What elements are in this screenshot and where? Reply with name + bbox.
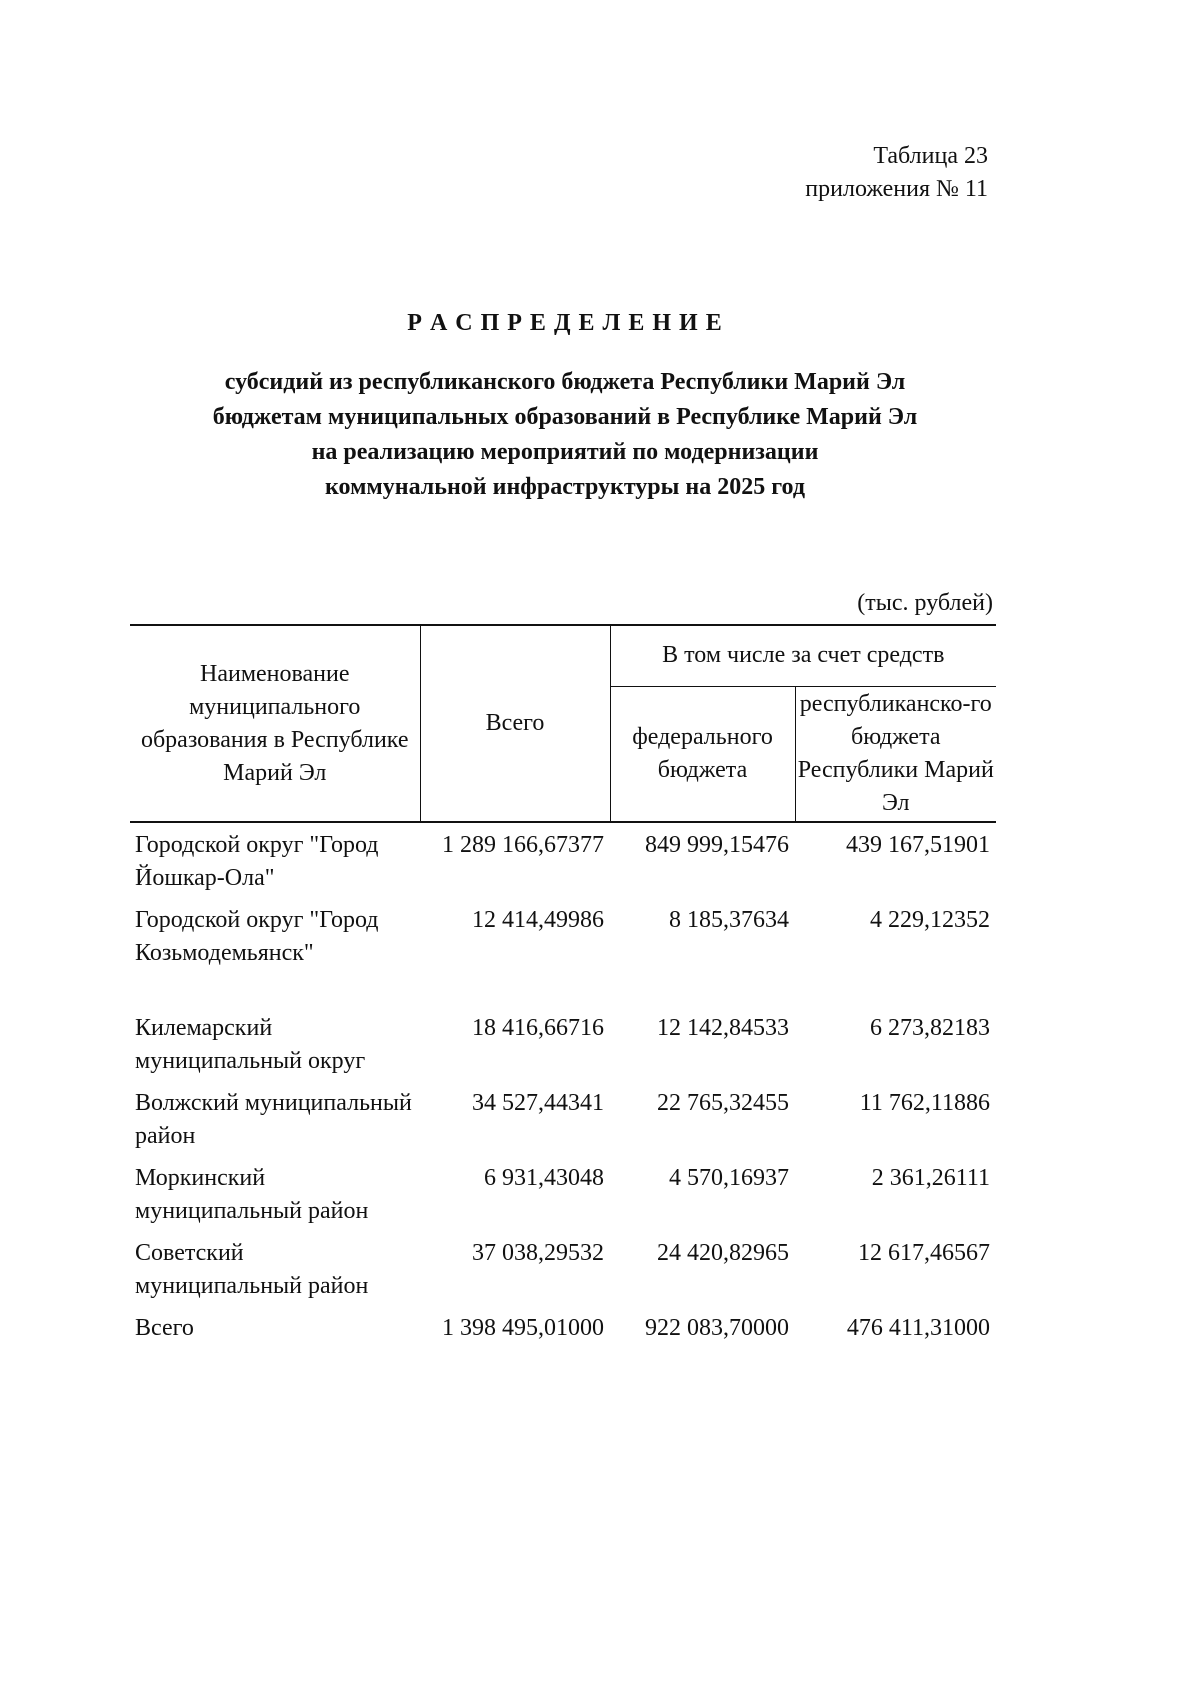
- header-federal: федерального бюджета: [610, 686, 795, 822]
- cell-federal: 24 420,82965: [657, 1240, 789, 1266]
- cell-total: 37 038,29532: [472, 1240, 604, 1266]
- header-total: Всего: [420, 625, 610, 822]
- cell-republic: 6 273,82183: [870, 1015, 991, 1041]
- cell-total: 34 527,44341: [472, 1090, 604, 1116]
- reference-line-1: Таблица 23: [873, 143, 988, 169]
- cell-republic: 439 167,51901: [846, 832, 991, 858]
- subtitle-line: бюджетам муниципальных образований в Республике Марий Эл: [212, 404, 918, 430]
- table-row: [130, 1231, 996, 1306]
- cell-republic: 11 762,11886: [859, 1090, 991, 1116]
- cell-federal: 922 083,70000: [645, 1315, 789, 1341]
- cell-republic: 476 411,31000: [846, 1315, 991, 1341]
- table-row: [130, 1156, 996, 1231]
- table-reference: [805, 140, 988, 206]
- subtitle-line: на реализацию мероприятий по модернизации: [311, 439, 819, 465]
- cell-name: Городской округ "Город Козьмодемьянск": [135, 907, 379, 966]
- subtitle-line: коммунальной инфраструктуры на 2025 год: [325, 474, 805, 500]
- cell-name: Советский муниципальный район: [135, 1240, 369, 1299]
- table-row: [130, 898, 996, 1006]
- cell-name: Моркинский муниципальный район: [135, 1165, 369, 1224]
- table-row: [130, 1306, 996, 1348]
- subtitle-line: субсидий из республиканского бюджета Республики Марий Эл: [224, 369, 906, 395]
- cell-federal: 849 999,15476: [645, 832, 789, 858]
- cell-republic: 4 229,12352: [870, 907, 991, 933]
- units-label: (тыс. рублей): [857, 590, 993, 616]
- header-name: Наименование муниципального образования в Республике Марий Эл: [130, 625, 420, 822]
- subsidy-table: [130, 624, 996, 1348]
- cell-republic: 12 617,46567: [858, 1240, 991, 1266]
- cell-federal: 8 185,37634: [669, 907, 789, 933]
- cell-name: Всего: [135, 1315, 194, 1341]
- cell-name: Килемарский муниципальный округ: [135, 1015, 366, 1074]
- header-group: В том числе за счет средств: [610, 625, 996, 686]
- cell-total: 18 416,66716: [472, 1015, 604, 1041]
- header-republic: республиканско-го бюджета Республики Марий Эл: [795, 686, 996, 822]
- cell-federal: 12 142,84533: [657, 1015, 789, 1041]
- cell-federal: 22 765,32455: [657, 1090, 789, 1116]
- cell-total: 1 398 495,01000: [442, 1315, 604, 1341]
- table-row: [130, 1006, 996, 1081]
- cell-federal: 4 570,16937: [669, 1165, 789, 1191]
- table-row: [130, 1081, 996, 1156]
- cell-name: Городской округ "Город Йошкар-Ола": [135, 832, 379, 891]
- cell-name: Волжский муниципальный район: [135, 1090, 412, 1149]
- cell-total: 6 931,43048: [484, 1165, 604, 1191]
- table-row: [130, 822, 996, 898]
- reference-line-2: приложения № 11: [805, 176, 988, 202]
- cell-total: 12 414,49986: [472, 907, 604, 933]
- cell-total: 1 289 166,67377: [442, 832, 604, 858]
- cell-republic: 2 361,26111: [871, 1165, 991, 1191]
- document-subtitle: [0, 365, 1130, 505]
- document-heading: Р А С П Р Е Д Е Л Е Н И Е: [407, 310, 723, 336]
